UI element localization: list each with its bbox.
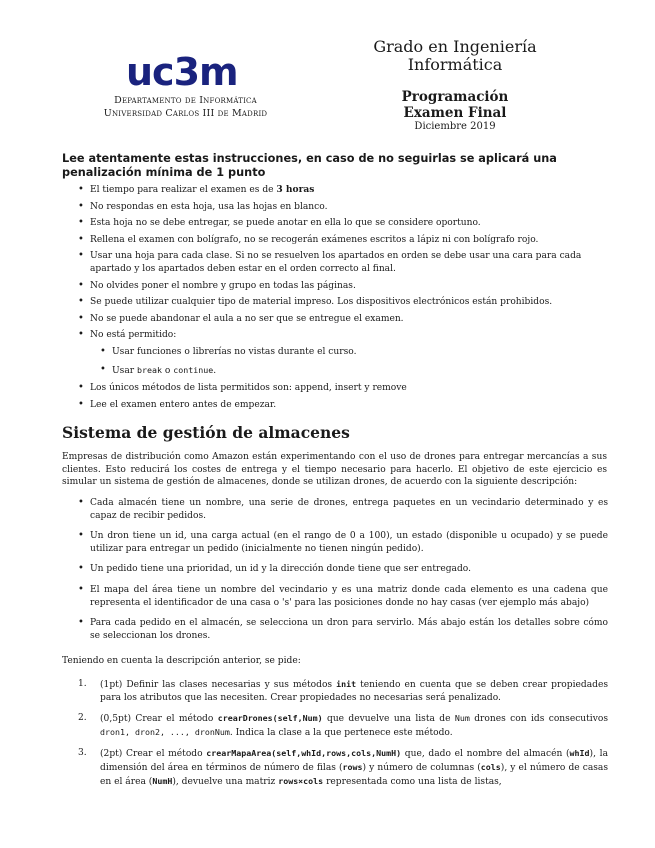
instruction-item: • No respondas en esta hoja, usa las hojas en blanco.: [78, 201, 608, 214]
instruction-item: • Se puede utilizar cualquier tipo de material impreso. Los dispositivos electrónicos están prohibidos.: [78, 296, 608, 309]
svg-text:uc3m: uc3m: [126, 52, 238, 92]
forbidden-item: • Usar funciones o librerías no vistas durante el curso.: [100, 346, 608, 359]
instruction-item: • El tiempo para realizar el examen es de 3 horas: [78, 184, 608, 197]
description-item: • Para cada pedido en el almacén, se selecciona un dron para servirlo. Más abajo están los detalles sobre cómo se seleccionan los drones.: [78, 617, 608, 642]
task-number: 1.: [78, 679, 87, 689]
description-list: [78, 497, 608, 650]
description-item: • El mapa del área tiene un nombre del vecindario y es una matriz donde cada elemento es una cadena que representa el identificador de una casa o 's' para las posiciones donde no hay casas (ver ejemplo más abajo): [78, 584, 608, 609]
instruction-item: • Usar una hoja para cada clase. Si no se resuelven los apartados en orden se debe usar una cara para cada apartado y los apartados deben estar en el orden correcto al final.: [78, 250, 608, 275]
instruction-item: • Los únicos métodos de lista permitidos son: append, insert y remove: [78, 382, 608, 395]
tasks-lead: Teniendo en cuenta la descripción anterior, se pide:: [62, 656, 301, 666]
section-title: Sistema de gestión de almacenes: [62, 423, 350, 442]
instruction-item: • No se puede abandonar el aula a no ser que se entregue el examen.: [78, 313, 608, 326]
degree-line-2: Informática: [407, 55, 503, 74]
instructions-title: Lee atentamente estas instrucciones, en caso de no seguirlas se aplicará una penalización mínima de 1 punto: [62, 152, 557, 179]
tasks-list: [78, 678, 608, 796]
description-item: • Un pedido tiene una prioridad, un id y la dirección donde tiene que ser entregado.: [78, 563, 608, 576]
task-item: 1. (1pt) Definir las clases necesarias y sus métodos init teniendo en cuenta que se deben crear propiedades para los atributos que las necesiten. Crear propiedades no necesarias será penalizado.: [78, 679, 608, 703]
task-number: 3.: [78, 748, 87, 759]
task-item: 3. (2pt) Crear el método crearMapaArea(self,whId,rows,cols,NumH) que, dado el nombre del almacén (whId), la dimensión del área en términos de número de filas (rows) y número de columnas (cols), y el número de casas en el área (NumH), devuelve una matriz rows×cols representada como una lista de listas,: [78, 748, 609, 787]
exam-title: Examen Final: [403, 105, 507, 121]
department-name: Departamento de Informática: [114, 95, 257, 106]
task-number: 2.: [78, 713, 87, 724]
department-block: [88, 94, 283, 120]
instruction-item: • No está permitido: • Usar funciones o librerías no vistas durante el curso. • Usar break o continue.: [78, 329, 608, 377]
description-item: • Cada almacén tiene un nombre, una serie de drones, entrega paquetes en un vecindario determinado y es capaz de recibir pedidos.: [78, 497, 608, 522]
university-name: Universidad Carlos III de Madrid: [103, 108, 268, 119]
forbidden-sublist: [100, 346, 608, 377]
uc3m-logo: [126, 52, 242, 92]
forbidden-item: • Usar break o continue.: [100, 364, 608, 378]
section-intro: Empresas de distribución como Amazon están experimentando con el uso de drones para entregar mercancías a sus clientes. Esto reducirá los costes de entrega y el tiempo necesario para hacerlo. El objetivo de este ejercicio es simular un sistema de gestión de almacenes, donde se utilizan drones, de acuerdo con la siguiente descripción:: [62, 452, 607, 488]
instruction-item: • Lee el examen entero antes de empezar.: [78, 399, 608, 412]
subject-title: Programación: [401, 89, 509, 105]
degree-line-1: Grado en Ingeniería: [373, 37, 537, 56]
instructions-list: [78, 184, 608, 415]
description-item: • Un dron tiene un id, una carga actual (en el rango de 0 a 100), un estado (disponible u ocupado) y se puede utilizar para entregar un pedido (inicialmente no tienen ningún pedido).: [78, 530, 608, 555]
task-item: 2. (0,5pt) Crear el método crearDrones(self,Num) que devuelve una lista de Num drones con ids consecutivos dron1, dron2, ..., dronNum. Indica la clase a la que pertenece este método.: [78, 713, 608, 738]
exam-date: Diciembre 2019: [414, 121, 496, 132]
instruction-item: • Esta hoja no se debe entregar, se puede anotar en ella lo que se considere oportuno.: [78, 217, 608, 230]
instruction-item: • No olvides poner el nombre y grupo en todas las páginas.: [78, 280, 608, 293]
instruction-item: • Rellena el examen con bolígrafo, no se recogerán exámenes escritos a lápiz ni con bolígrafo rojo.: [78, 234, 608, 247]
